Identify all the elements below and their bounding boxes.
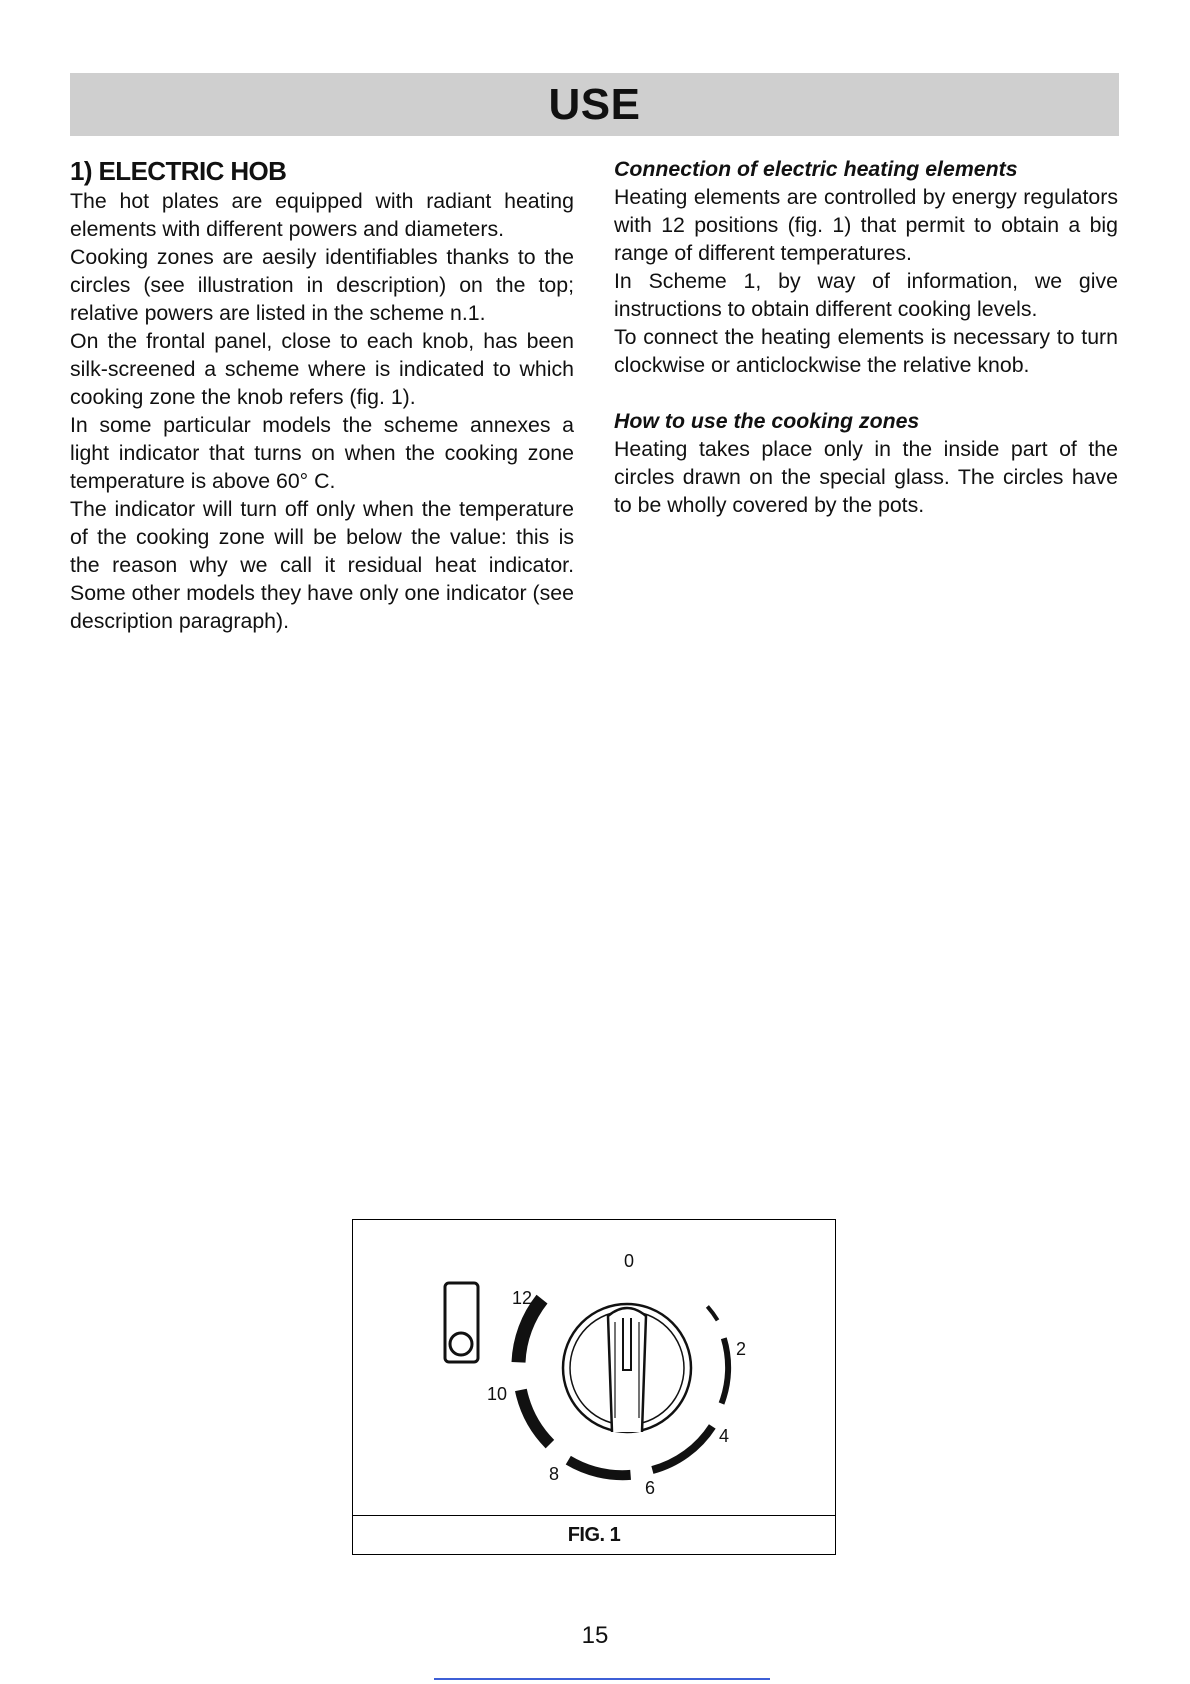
scale-arc-2-4 bbox=[722, 1338, 729, 1403]
control-knob bbox=[563, 1304, 691, 1432]
figure-caption: FIG. 1 bbox=[353, 1515, 835, 1554]
scale-arc-4-6 bbox=[652, 1426, 712, 1470]
paragraph: Heating elements are controlled by energy regulators with 12 positions (fig. 1) that permit to obtain a big range of different temperatures. bbox=[614, 185, 1118, 265]
paragraph: In some particular models the scheme annexes a light indicator that turns on when the cooking zone temperature is above 60° C. bbox=[70, 413, 574, 493]
dial-label-10: 10 bbox=[487, 1384, 508, 1404]
indicator-light-icon bbox=[445, 1283, 478, 1362]
dial-label-4: 4 bbox=[719, 1426, 730, 1446]
dial-label-2: 2 bbox=[736, 1339, 747, 1359]
knob-diagram bbox=[353, 1220, 837, 1517]
dial-label-6: 6 bbox=[645, 1478, 656, 1498]
page-title: USE bbox=[548, 79, 641, 129]
subheading-cooking-zones: How to use the cooking zones bbox=[614, 409, 920, 433]
paragraph: Cooking zones are aesily identifiables thanks to the circles (see illustration in description) on the top; relative powers are listed in the scheme n.1. bbox=[70, 245, 574, 325]
figure-1 bbox=[352, 1219, 836, 1555]
paragraph: The hot plates are equipped with radiant heating elements with different powers and diameters. bbox=[70, 189, 574, 241]
paragraph: Heating takes place only in the inside part of the circles drawn on the special glass. The circles have to be wholly covered by the pots. bbox=[614, 437, 1118, 517]
bottom-rule bbox=[434, 1678, 770, 1680]
paragraph: To connect the heating elements is necessary to turn clockwise or anticlockwise the relative knob. bbox=[614, 325, 1118, 377]
dial-label-12: 12 bbox=[512, 1288, 533, 1308]
paragraph: In Scheme 1, by way of information, we give instructions to obtain different cooking levels. bbox=[614, 269, 1118, 321]
paragraph: On the frontal panel, close to each knob, has been silk-screened a scheme where is indicated to which cooking zone the knob refers (fig. 1). bbox=[70, 329, 574, 409]
scale-arc-8-10 bbox=[521, 1390, 550, 1444]
left-column bbox=[70, 155, 574, 635]
section-banner bbox=[70, 73, 1119, 136]
scale-arc-6-8 bbox=[568, 1460, 630, 1475]
right-column bbox=[614, 155, 1118, 519]
subheading-connection: Connection of electric heating elements bbox=[614, 157, 1018, 181]
section-heading-electric-hob: 1) ELECTRIC HOB bbox=[70, 156, 287, 186]
scale-arc-10-12 bbox=[519, 1299, 543, 1362]
dial-label-8: 8 bbox=[549, 1464, 560, 1484]
dial-label-0: 0 bbox=[624, 1251, 635, 1271]
paragraph: The indicator will turn off only when the temperature of the cooking zone will be below the value: this is the reason why we call it residual heat indicator. Some other models they have only one indicator (see description paragraph). bbox=[70, 497, 574, 633]
scale-arc-0-2 bbox=[707, 1306, 717, 1320]
page-number: 15 bbox=[581, 1622, 609, 1649]
